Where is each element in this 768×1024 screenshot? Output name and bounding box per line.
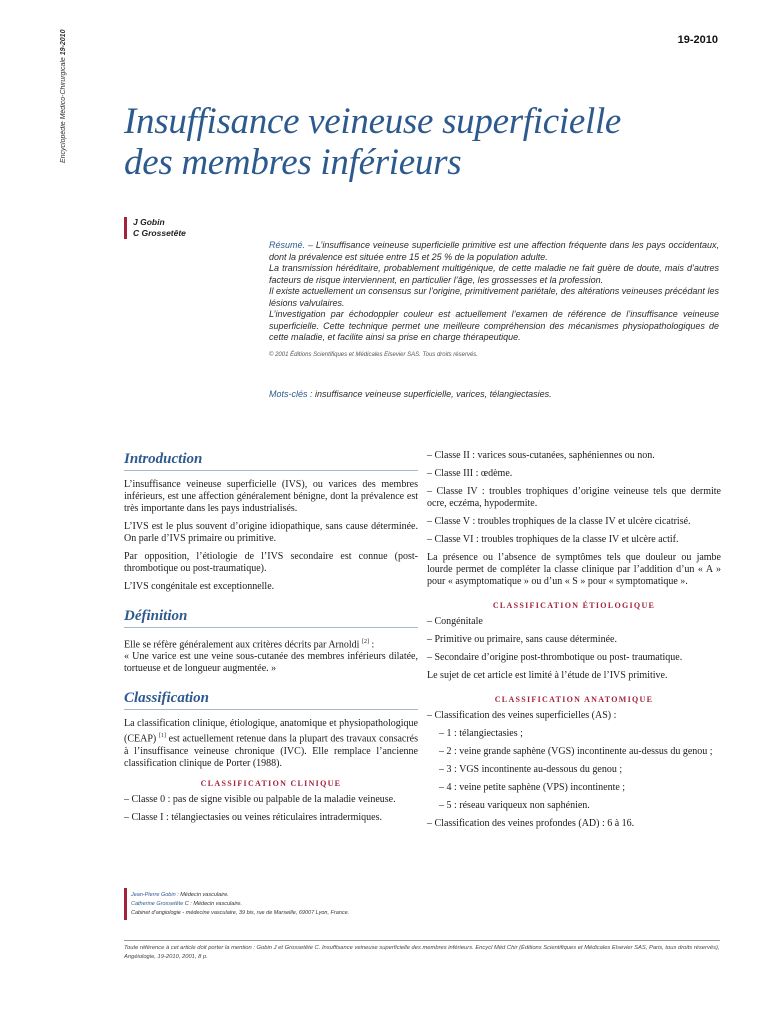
anatomique-outro: – Classification des veines profondes (AD) : 6 à 16. [427,818,635,829]
affiliation-2-role: C : Médecin vasculaire. [183,901,242,907]
copyright-notice: © 2001 Éditions Scientifiques et Médicales Elsevier SAS. Tous droits réservés. [269,351,478,358]
definition-p1-text: Elle se réfère généralement aux critères décrits par Arnoldi [124,639,362,651]
clinique-classe-1: – Classe I : télangiectasies ou veines réticulaires intradermiques. [124,811,382,823]
abstract-p4: L’investigation par échodoppler couleur est actuellement l’examen de référence de l’insuffisance veineuse superficielle. Cette technique permet une meilleure compréhension des mécanismes physiopathologiques de cette maladie, et facilite ainsi sa prise en charge thérapeutique. [269,309,719,342]
anatomique-item-1: – 1 : télangiectasies ; [439,728,523,739]
article-title [124,101,684,183]
clinique-classe-2: – Classe II : varices sous-cutanées, saphéniennes ou non. [427,450,655,461]
intro-p1: L’insuffisance veineuse superficielle (IVS), ou varices des membres inférieurs, est une affection généralement bénigne, dont la prévalence est très importante dans les pays industrialisés. [124,479,418,514]
abstract-label: Résumé. – [269,240,313,250]
journal-name: Encyclopédie Médico-Chirurgicale [60,57,67,164]
anatomique-item-4: – 4 : veine petite saphène (VPS) incontinente ; [439,782,626,793]
abstract-p3: Il existe actuellement un consensus sur l’origine, primitivement pariétale, des altérations veineuses précédant les lésions valvulaires. [269,286,719,308]
clinique-classe-6: – Classe VI : troubles trophiques de la classe IV et ulcère actif. [427,534,679,545]
clinique-classe-3: – Classe III : œdème. [427,468,513,479]
classification-p1-text: La classification clinique, étiologique, anatomique et physiopathologique (CEAP) [124,718,418,745]
author-2: C Grossetête [133,228,186,238]
citation-notice: Toute référence à cet article doit porter la mention : Gobin J et Grossetête C. Insuffisance veineuse superficielle des membres inférieurs. Encycl Méd Chir (Éditions Scientifiques et Médicales Elsevier SAS, Paris, tous droits réservés), Angéiologie, 19-2010, 2001, 8 p. [124,940,720,962]
journal-side-label [60,30,76,210]
classification-p1 [124,718,418,769]
etiologique-note: Le sujet de cet article est limité à l’étude de l’IVS primitive. [427,670,668,681]
citation-ref-2: [2] [361,639,369,645]
right-column [427,450,721,836]
intro-p4: L’IVS congénitale est exceptionnelle. [124,581,275,592]
definition-p1-colon: : [368,639,375,651]
etiologique-item-2: – Primitive ou primaire, sans cause déterminée. [427,634,617,645]
author-1: J Gobin [133,217,165,227]
keywords-label: Mots-clés : [269,389,313,399]
symptom-note: La présence ou l’absence de symptômes tels que douleur ou jambe lourde permet de compléter la classe clinique par l’addition d’un « A » pour « asymptomatique » ou d’un « S » pour « symptomatique ». [427,552,721,587]
affiliation-1 [131,891,411,900]
intro-p3: Par opposition, l’étiologie de l’IVS secondaire est connue (post-thrombotique ou post-traumatique). [124,551,418,574]
abstract [269,240,719,361]
keywords-text: insuffisance veineuse superficielle, varices, télangiectasies. [312,389,552,399]
definition-p1 [124,636,418,651]
author-affiliations [131,891,411,918]
heading-definition: Définition [124,607,418,628]
heading-classification-anatomique: CLASSIFICATION ANATOMIQUE [494,695,654,704]
clinique-classe-0: – Classe 0 : pas de signe visible ou palpable de la maladie veineuse. [124,793,396,805]
heading-classification-clinique: CLASSIFICATION CLINIQUE [200,778,342,788]
affiliation-address: Cabinet d’angiologie - médecine vasculaire, 39 bis, rue de Marseille, 69007 Lyon, France. [131,910,350,916]
heading-introduction: Introduction [124,450,418,471]
affiliation-1-name: Jean-Pierre Gobin [131,892,176,898]
classification-p1-rest: est actuellement retenue dans la plupart des travaux consacrés à l’insuffisance veineuse chronique (IVC). Elle remplace l’ancienne classification clinique de Porter (1988). [124,733,418,769]
intro-p2: L’IVS est le plus souvent d’origine idiopathique, sans cause déterminée. On parle d’IVS primaire ou primitive. [124,521,418,544]
author-list [124,217,186,239]
anatomique-item-2: – 2 : veine grande saphène (VGS) incontinente au-dessus du genou ; [439,746,713,757]
title-line-2: des membres inférieurs [124,142,462,183]
affiliation-1-role: : Médecin vasculaire. [175,892,229,898]
abstract-p2: La transmission héréditaire, probablement multigénique, de cette maladie ne fait guère de doute, mais d’autres facteurs de risque interviennent, en particulier l’âge, les grossesses et la profession. [269,263,719,285]
anatomique-item-3: – 3 : VGS incontinente au-dessous du genou ; [439,764,623,775]
anatomique-item-5: – 5 : réseau variqueux non saphénien. [439,800,590,811]
abstract-lead: L’insuffisance veineuse superficielle primitive est une affection fréquente dans les pays occidentaux, dont la prévalence est située entre 15 et 25 % de la population adulte. [269,240,719,262]
heading-classification-etiologique: CLASSIFICATION ÉTIOLOGIQUE [492,601,656,610]
clinique-classe-5: – Classe V : troubles trophiques de la classe IV et ulcère cicatrisé. [427,516,691,527]
clinique-classe-4: – Classe IV : troubles trophiques d’origine veineuse tels que dermite ocre, eczéma, hypodermite. [427,486,721,509]
keywords [269,389,719,399]
abstract-p1 [269,240,719,263]
definition-p2: « Une varice est une veine sous-cutanée des membres inférieurs dilatée, tortueuse et de longueur augmentée. » [124,651,418,675]
footnote-accent-bar [124,888,127,920]
etiologique-item-3: – Secondaire d’origine post-thrombotique ou post- traumatique. [427,652,683,663]
etiologique-item-1: – Congénitale [427,616,483,627]
affiliation-2 [131,900,411,909]
left-column [124,450,418,830]
title-line-1: Insuffisance veineuse superficielle [124,101,622,142]
reference-number: 19-2010 [677,34,718,46]
anatomique-intro: – Classification des veines superficielles (AS) : [427,710,617,721]
heading-classification: Classification [124,689,418,710]
affiliation-2-name: Catherine Grossetête [131,901,184,907]
citation-ref-1: [1] [158,733,166,740]
journal-number: 19-2010 [60,30,67,56]
